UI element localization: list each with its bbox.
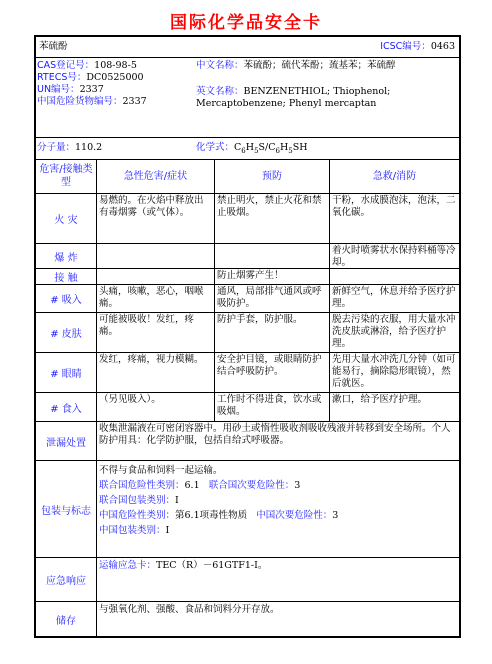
hazard-symptom: 可能被吸收！发红，疼痛。 (97, 313, 215, 352)
packaging-row (36, 461, 459, 558)
header-first-aid: 急救/消防 (372, 171, 417, 182)
molecular-row (36, 138, 459, 160)
cn-name-value: 苯硫酚；硫代苯酚；巯基苯；苯硫醇 (243, 60, 396, 71)
hazard-prevention: 防止烟雾产生！ (215, 269, 330, 284)
packaging-un-pack (99, 493, 461, 508)
id-block (37, 60, 197, 108)
hazard-symptom: 发红，疼痛，视力模糊。 (97, 353, 215, 392)
spill-text: 收集泄漏液在可密闭容器中。用砂土或惰性吸收剂吸收残液并转移到安全场所。个人防护用具：化学防护服，包括自给式呼吸器。 (99, 423, 451, 446)
hazard-aid: 先用大量水冲洗几分钟（如可能易行，摘除隐形眼镜），然后就医。 (332, 354, 456, 389)
un-label: UN编号： (37, 84, 80, 95)
hazard-aid (330, 269, 459, 284)
spill-row (36, 422, 459, 461)
formula-label: 化学式： (196, 142, 235, 153)
hazard-type: # 食入 (36, 393, 97, 421)
hazard-aid: 脱去污染的衣服，用大量水冲洗皮肤或淋浴，给予医疗护理。 (332, 314, 456, 349)
hazard-type: 爆 炸 (36, 244, 97, 268)
formula-sub: 5 (254, 146, 259, 155)
rtecs-label: RTECS号： (37, 72, 87, 83)
table-header-row (36, 160, 459, 194)
packaging-line-1: 不得与食品和饲料一起运输。 (99, 465, 223, 476)
hazard-prevention: 防护手套，防护服。 (215, 313, 330, 352)
formula-sub: 6 (275, 146, 280, 155)
un-pack-value: I (175, 495, 179, 506)
packaging-cn-class (99, 508, 461, 523)
identifiers-row (36, 58, 459, 138)
hazard-row-ingestion (36, 393, 459, 422)
packaging-cn-pack (99, 523, 461, 538)
formula-part: H (279, 142, 289, 153)
cn-class-value: 第6.1项毒性物质 (175, 510, 248, 521)
hazard-symptom (97, 244, 215, 268)
hazard-aid: 新鲜空气，休息并给予医疗护理。 (332, 286, 456, 309)
un-class-label: 联合国危险性类别： (99, 480, 185, 491)
hazard-symptom (97, 269, 215, 284)
storage-row (36, 602, 459, 636)
un-value: 2337 (79, 84, 104, 95)
icsc-label: ICSC编号： (380, 41, 431, 52)
formula-part: S/C (258, 142, 276, 153)
card-title: 国际化学品安全卡 (170, 13, 322, 33)
cn-class-label: 中国危险性类别： (99, 510, 176, 521)
hazard-row-explosion (36, 244, 459, 269)
hazard-symptom: （另见吸入）。 (97, 393, 215, 421)
formula-part: C (234, 142, 242, 153)
hazard-prevention: 通风，局部排气通风或呼吸防护。 (215, 285, 330, 312)
rtecs-value: DC0525000 (86, 72, 144, 83)
hazard-prevention: 禁止明火，禁止火花和禁止吸烟。 (215, 194, 330, 243)
names-block (196, 60, 456, 110)
formula-sub: 6 (241, 146, 246, 155)
formula-part: H (245, 142, 255, 153)
safety-card (34, 35, 461, 638)
name-row (36, 37, 459, 58)
emergency-card-label: 运输应急卡： (99, 560, 157, 571)
en-name-label: 英文名称： (196, 86, 244, 97)
header-symptoms: 急性危害/症状 (97, 160, 215, 193)
emergency-text (97, 559, 463, 573)
hazard-type: # 吸入 (36, 285, 97, 312)
cn-dangerous-goods-label: 中国危险货物编号： (37, 96, 123, 107)
header-prevention: 预防 (215, 160, 330, 193)
hazard-type: 火 灾 (36, 194, 97, 243)
icsc-number (380, 41, 455, 53)
hazard-row-fire (36, 194, 459, 244)
header-hazard-type: 危害/接触类型 (36, 160, 97, 193)
hazard-type: # 皮肤 (36, 313, 97, 352)
molecular-weight (37, 142, 102, 154)
cn-sub-value: 3 (332, 510, 339, 521)
packaging-un-class (99, 478, 461, 493)
packaging-text (97, 462, 463, 539)
storage-text: 与强氧化剂、强酸、食品和饲料分开存放。 (99, 604, 280, 615)
emergency-label: 应急响应 (36, 558, 97, 601)
emergency-row (36, 558, 459, 602)
packaging-label: 包装与标志 (36, 461, 97, 557)
hazard-type: # 眼睛 (36, 353, 97, 392)
cn-pack-value: I (165, 525, 170, 536)
formula-sub: 5 (288, 146, 293, 155)
hazard-type: 接 触 (36, 269, 97, 284)
chemical-name: 苯硫酚 (39, 41, 68, 52)
mw-label: 分子量： (37, 142, 76, 153)
hazard-row-inhalation (36, 285, 459, 313)
cn-dangerous-goods-value: 2337 (122, 96, 147, 107)
hazard-aid: 干粉，水成膜泡沫，泡沫，二氧化碳。 (332, 195, 456, 218)
hazard-row-skin (36, 313, 459, 353)
mw-value: 110.2 (75, 142, 103, 153)
un-sub-value: 3 (294, 480, 301, 491)
cn-name-label: 中文名称： (196, 60, 244, 71)
un-class-value: 6.1 (184, 480, 200, 491)
hazard-aid: 漱口，给予医疗护理。 (332, 394, 428, 405)
un-pack-label: 联合国包装类别： (99, 495, 176, 506)
un-sub-label: 联合国次要危险性： (208, 480, 295, 491)
hazard-row-eyes (36, 353, 459, 393)
hazard-prevention (215, 244, 330, 268)
hazard-aid: 着火时喷雾状水保持料桶等冷却。 (332, 245, 456, 268)
en-name-value: BENZENETHIOL; Thiophenol; Mercaptobenzene; Phenyl mercaptan (196, 86, 391, 109)
hazard-symptom: 头痛，咳嗽，恶心，咽喉痛。 (97, 285, 215, 312)
storage-label: 储存 (36, 602, 97, 636)
formula-part: SH (292, 142, 308, 153)
cn-pack-label: 中国包装类别： (99, 525, 166, 536)
cas-value: 108-98-5 (94, 60, 137, 71)
hazard-symptom: 易燃的。在火焰中释放出有毒烟雾（或气体）。 (97, 194, 215, 243)
spill-label: 泄漏处置 (36, 422, 97, 460)
emergency-card-value: TEC（R）－61GTF1-I。 (156, 560, 268, 571)
chemical-formula (196, 142, 308, 157)
icsc-value: 0463 (430, 41, 455, 52)
hazard-prevention: 工作时不得进食，饮水或吸烟。 (215, 393, 330, 421)
cn-sub-label: 中国次要危险性： (256, 510, 333, 521)
cas-label: CAS登记号： (37, 60, 95, 71)
hazard-prevention: 安全护目镜，或眼睛防护结合呼吸防护。 (215, 353, 330, 392)
hazard-row-exposure (36, 269, 459, 285)
